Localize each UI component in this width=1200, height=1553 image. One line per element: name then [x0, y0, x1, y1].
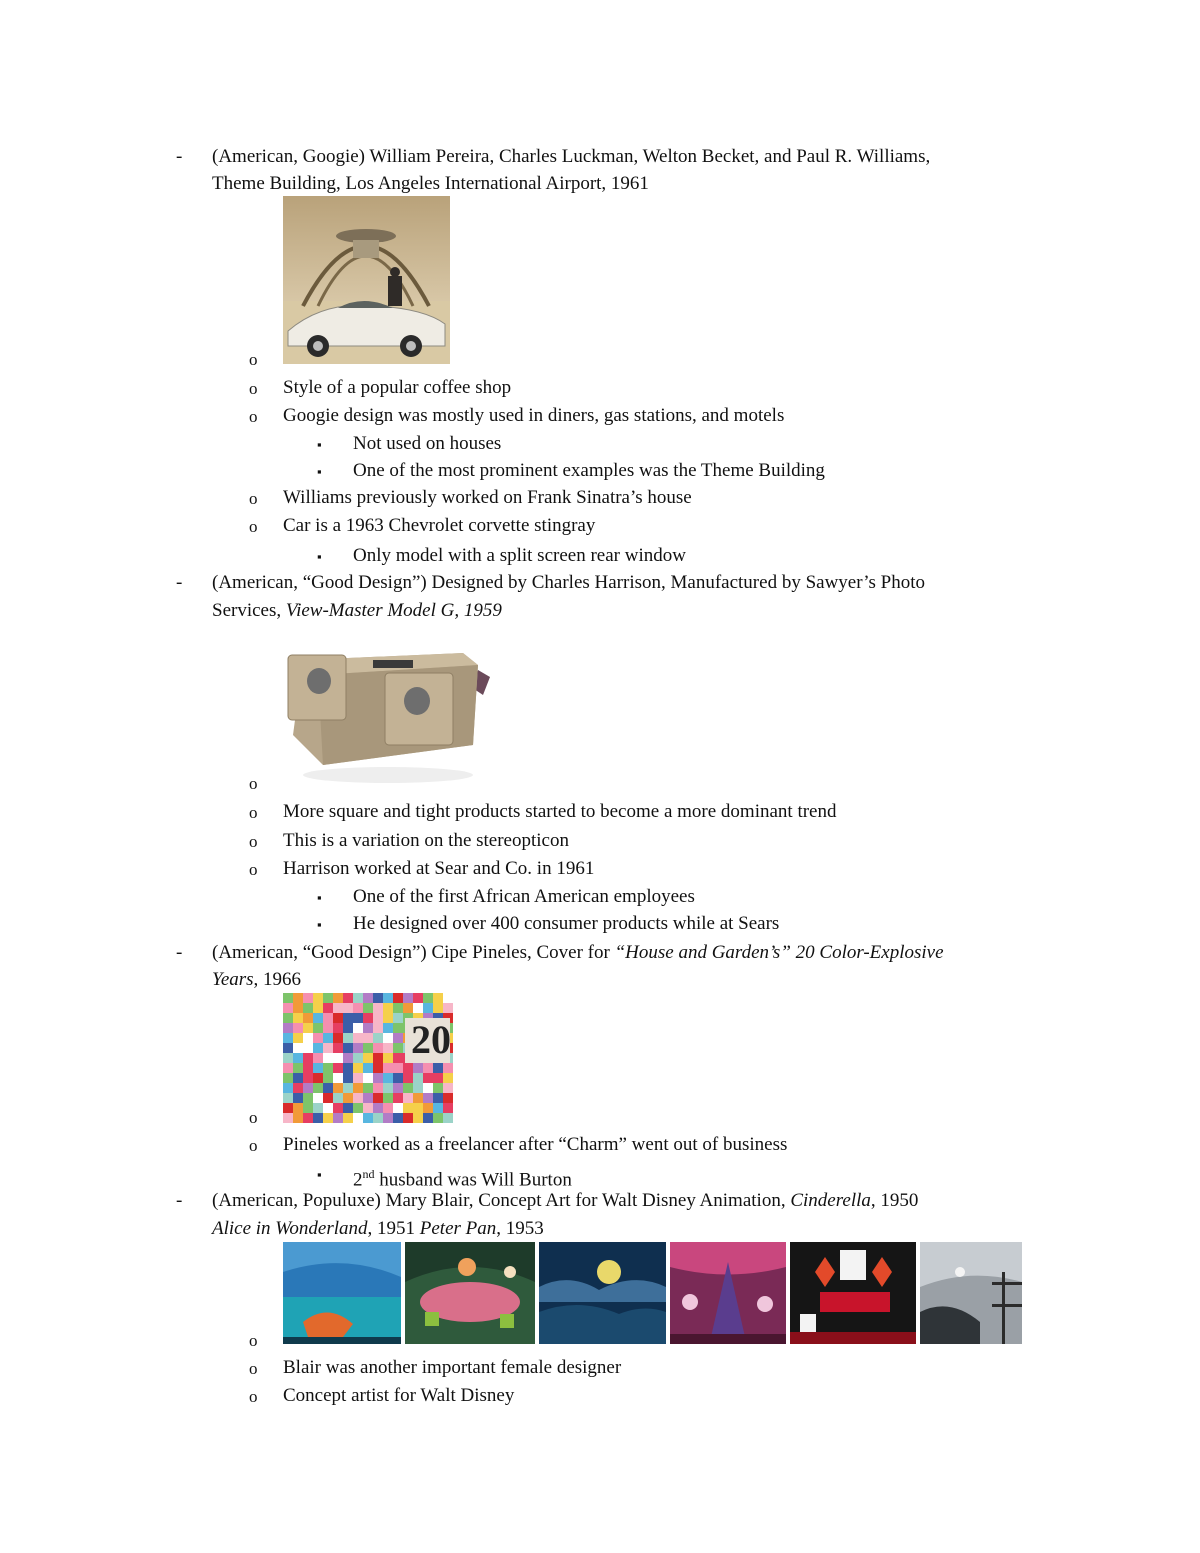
circle-bullet: o: [249, 1359, 258, 1378]
subnote-item: One of the most prominent examples was the Theme Building: [353, 460, 825, 481]
note-item: Car is a 1963 Chevrolet corvette stingray: [283, 515, 596, 536]
note-item: Googie design was mostly used in diners, gas stations, and motels: [283, 405, 785, 426]
subnote-item: He designed over 400 consumer products while at Sears: [353, 913, 780, 934]
circle-bullet: o: [249, 517, 258, 536]
square-bullet: ▪: [317, 464, 322, 479]
entry-title: Alice in Wonderland, 1951 Peter Pan, 1953: [212, 1218, 544, 1239]
square-bullet: ▪: [317, 437, 322, 452]
circle-bullet: o: [249, 1136, 258, 1155]
house-and-garden-cover: [283, 993, 453, 1123]
square-bullet: ▪: [317, 1167, 322, 1182]
circle-bullet: o: [249, 407, 258, 426]
dash-bullet: -: [176, 1190, 183, 1211]
note-item: Harrison worked at Sear and Co. in 1961: [283, 858, 595, 879]
entry-title: Theme Building, Los Angeles International Airport, 1961: [212, 173, 649, 194]
circle-bullet: o: [249, 379, 258, 398]
circle-bullet: o: [249, 803, 258, 822]
circle-bullet: o: [249, 1331, 258, 1350]
subnote-item: Only model with a split screen rear window: [353, 545, 686, 566]
subnote-item: One of the first African American employees: [353, 886, 695, 907]
view-master-photo: [283, 625, 490, 788]
peter-pan-concept-art: [539, 1242, 666, 1344]
alice-concept-art: [405, 1242, 535, 1344]
entry-title: Years, 1966: [212, 969, 302, 990]
circle-bullet: o: [249, 350, 258, 369]
small-world-concept-art: [670, 1242, 786, 1344]
square-bullet: ▪: [317, 890, 322, 905]
circle-bullet: o: [249, 860, 258, 879]
entry-title: (American, Populuxe) Mary Blair, Concept Art for Walt Disney Animation, Cinderella, 1950: [212, 1190, 919, 1211]
cards-concept-art: [790, 1242, 916, 1344]
circle-bullet: o: [249, 774, 258, 793]
circle-bullet: o: [249, 489, 258, 508]
circle-bullet: o: [249, 1387, 258, 1406]
entry-title: Services, View-Master Model G, 1959: [212, 600, 502, 621]
cover-number: 20: [411, 1017, 451, 1062]
note-item: Concept artist for Walt Disney: [283, 1385, 515, 1406]
cinderella-concept-art: [283, 1242, 401, 1344]
note-item: Pineles worked as a freelancer after “Charm” went out of business: [283, 1134, 788, 1155]
subnote-item: 2nd husband was Will Burton: [353, 1167, 572, 1191]
theme-building-photo: [283, 196, 450, 364]
note-item: Style of a popular coffee shop: [283, 377, 512, 398]
entry-title: (American, Googie) William Pereira, Charles Luckman, Welton Becket, and Paul R. Williams,: [212, 146, 931, 167]
dash-bullet: -: [176, 942, 183, 963]
dash-bullet: -: [176, 146, 183, 167]
note-item: This is a variation on the stereopticon: [283, 830, 569, 851]
entry-title: (American, “Good Design”) Designed by Charles Harrison, Manufactured by Sawyer’s Photo: [212, 572, 926, 593]
note-item: Williams previously worked on Frank Sinatra’s house: [283, 487, 692, 508]
square-bullet: ▪: [317, 549, 322, 564]
note-item: Blair was another important female designer: [283, 1357, 622, 1378]
circle-bullet: o: [249, 1108, 258, 1127]
subnote-item: Not used on houses: [353, 433, 502, 454]
peter-pan-flight-concept-art: [920, 1242, 1022, 1344]
circle-bullet: o: [249, 832, 258, 851]
square-bullet: ▪: [317, 917, 322, 932]
note-item: More square and tight products started to become a more dominant trend: [283, 801, 837, 822]
dash-bullet: -: [176, 572, 183, 593]
entry-title: (American, “Good Design”) Cipe Pineles, Cover for “House and Garden’s” 20 Color-Explosive: [212, 942, 944, 963]
